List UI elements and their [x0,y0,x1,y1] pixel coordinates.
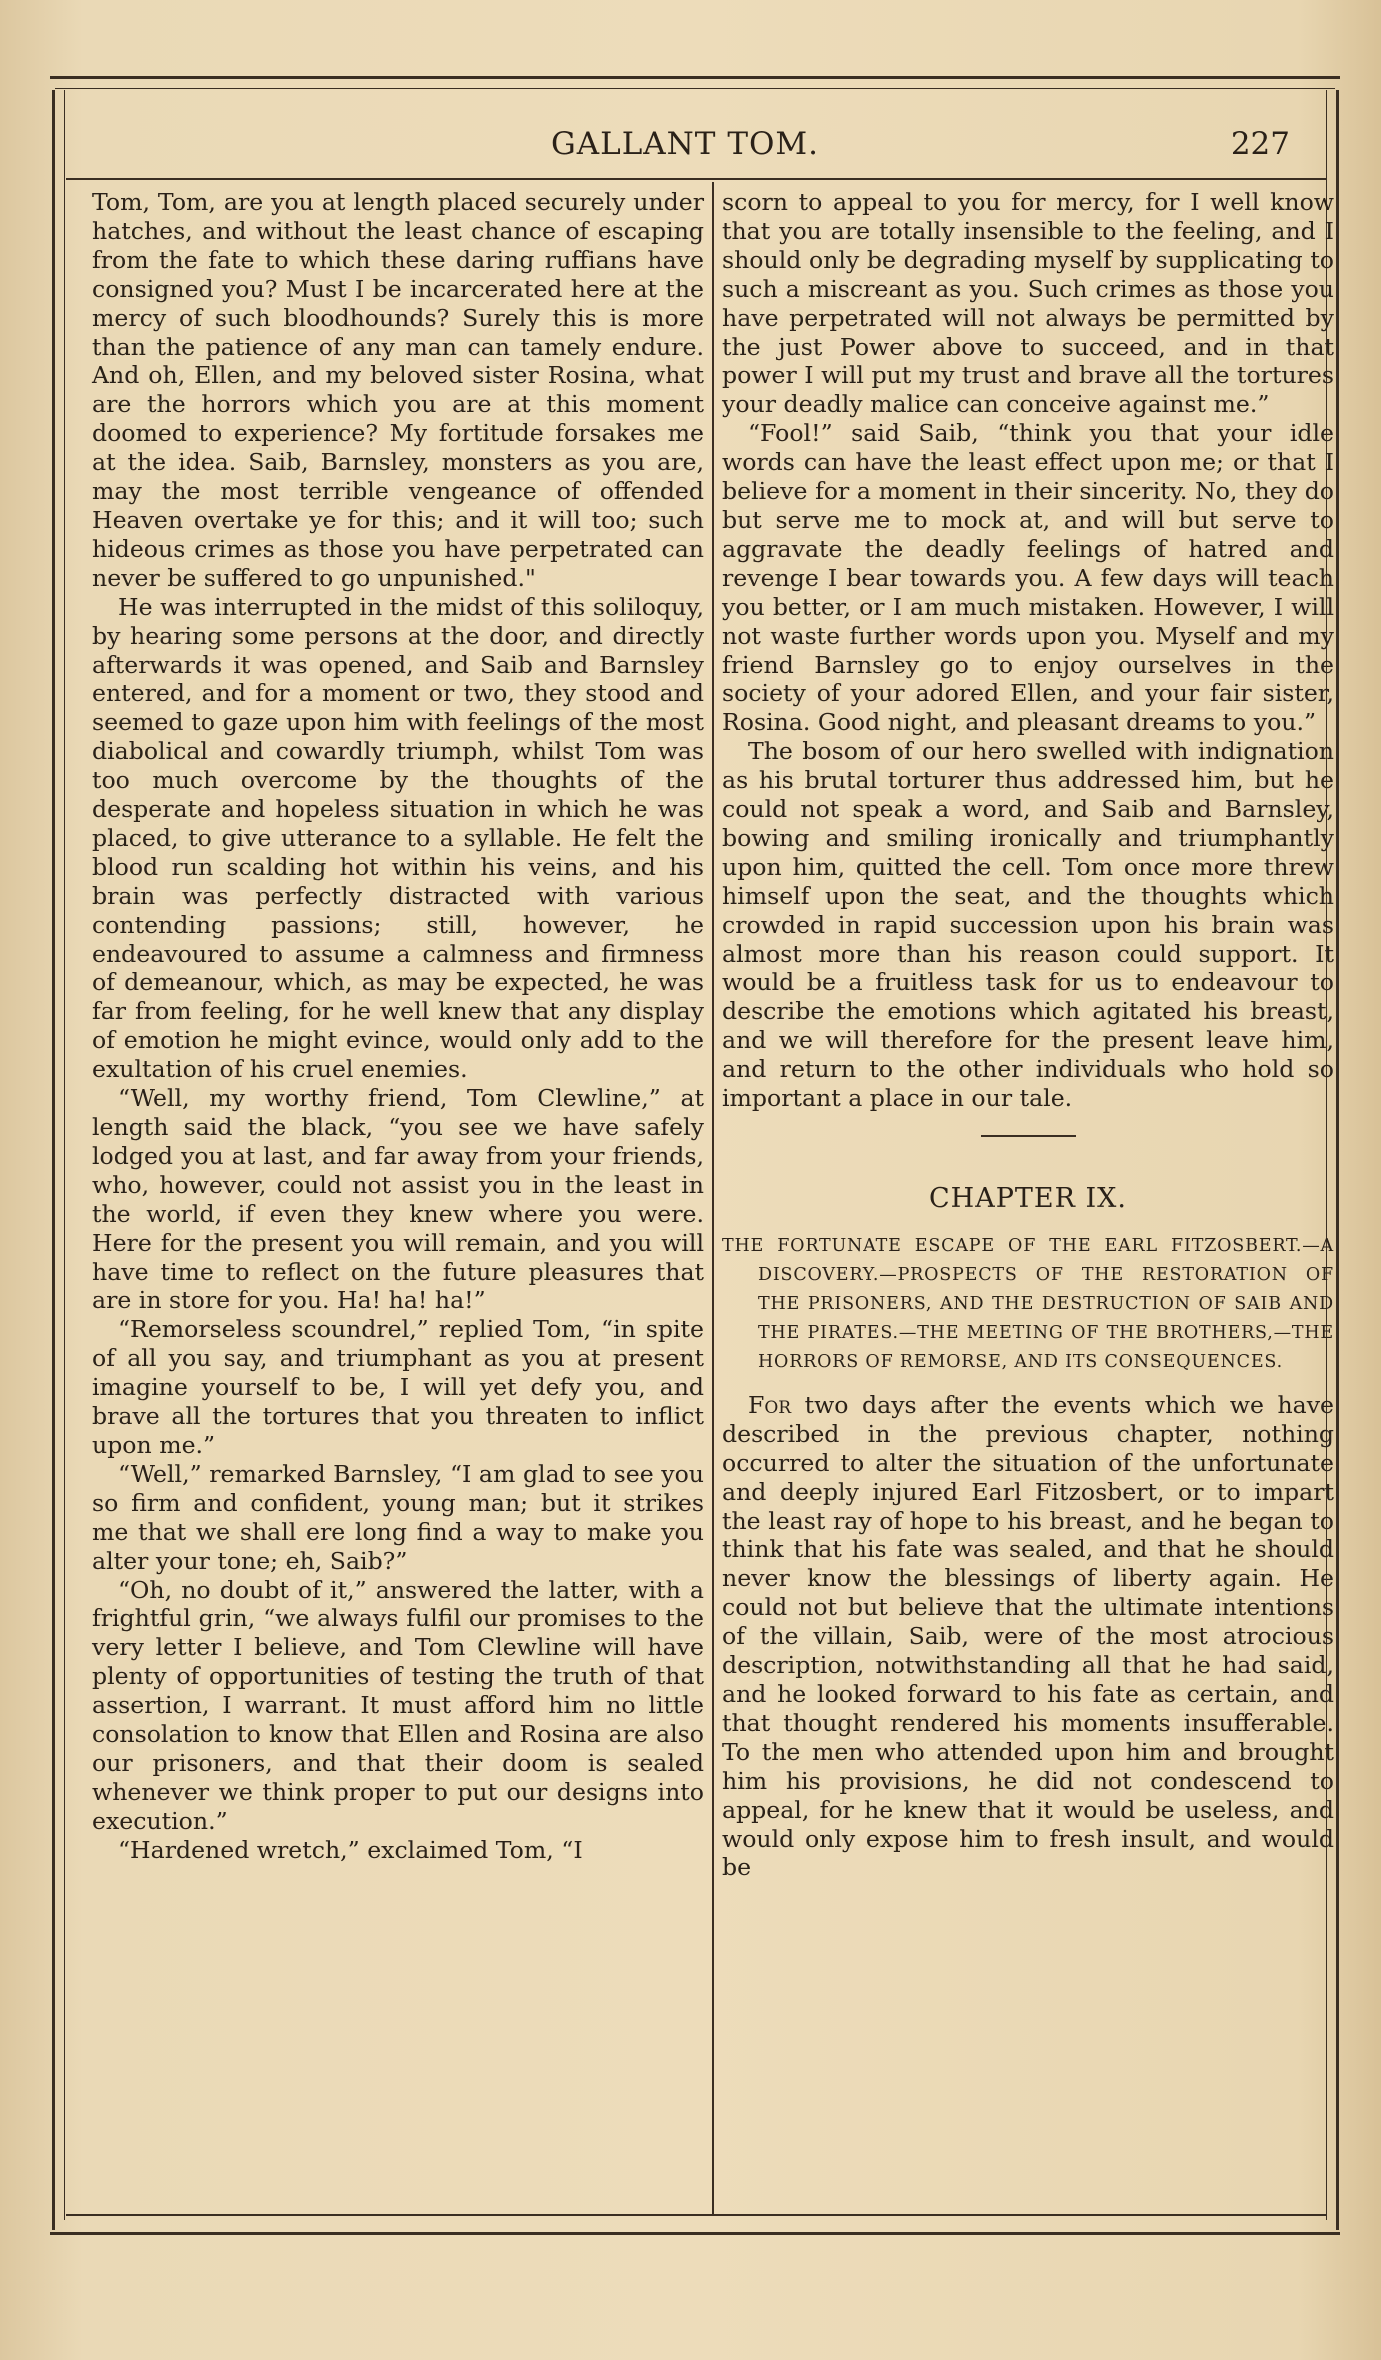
paragraph: “Well, my worthy friend, Tom Clewline,” at length said the black, “you see we have safely lodged you at last, and far away from your friends, who, however, could not assist you in the least in the world, if even they knew where you were. Here for the present you will remain, and you will have time to reflect on the future pleasures that are in store for you. Ha! ha! ha!” [92,1084,704,1315]
left-border-inner [64,90,65,2220]
page-number: 227 [1230,126,1290,162]
paragraph: “Remorseless scoundrel,” replied Tom, “in spite of all you say, and triumphant as you at present imagine yourself to be, I will yet defy you, and brave all the tortures that you threaten to inflict upon me.” [92,1315,704,1459]
paragraph: “Well,” remarked Barnsley, “I am glad to see you so firm and confident, young man; but it strikes me that we shall ere long find a way to make you alter your tone; eh, Saib?” [92,1459,704,1575]
paragraph: Tom, Tom, are you at length placed securely under hatches, and without the least chance of escaping from the fate to which these daring ruffians have consigned you? Must I be incarcerated here at the mercy of such bloodhounds? Surely this is more than the patience of any man can tamely endure. And oh, Ellen, and my beloved sister Rosina, what are the horrors which you are at this moment doomed to experience? My fortitude forsakes me at the idea. Saib, Barnsley, monsters as you are, may the most terrible vengeance of offended Heaven overtake ye for this; and it will too; such hideous crimes as those you have perpetrated can never be suffered to go unpunished." [92,188,704,592]
paragraph: The bosom of our hero swelled with indignation as his brutal torturer thus addressed him, but he could not speak a word, and Saib and Barnsley, bowing and smiling ironically and triumphantly upon him, quitted the cell. Tom once more threw himself upon the seat, and the thoughts which crowded in rapid succession upon his brain was almost more than his reason could support. It would be a fruitless task for us to endeavour to describe the emotions which agitated his breast, and we will therefore for the present leave him, and return to the other individuals who hold so important a place in our tale. [722,737,1334,1113]
bottom-rule-thick [50,2232,1340,2235]
paragraph: scorn to appeal to you for mercy, for I well know that you are totally insensible to the feeling, and I should only be degrading myself by supplicating to such a miscreant as you. Such crimes as those you have perpetrated will not always be permitted by the just Power above to succeed, and in that power I will put my trust and brave all the tortures your deadly malice can conceive against me.” [722,188,1334,419]
chapter-title: CHAPTER IX. [929,1183,1127,1214]
column-divider [712,182,714,2214]
paragraph: “Oh, no doubt of it,” answered the latter, with a frightful grin, “we always fulfil our promises to the very letter I believe, and Tom Clewline will have plenty of opportunities of testing the truth of that assertion, I warrant. It must afford him no little consolation to know that Ellen and Rosina are also our prisoners, and that their doom is sealed whenever we think proper to put our designs into execution.” [92,1575,704,1835]
chapter-summary-text: THE FORTUNATE ESCAPE OF THE EARL FITZOSBERT.—A DISCOVERY.—PROSPECTS OF THE RESTORATION OF THE PRISONERS, AND THE DESTRUCTION OF SAIB AND THE PIRATES.—THE MEETING OF THE BROTHERS,—THE HORRORS OF REMORSE, AND ITS CONSEQUENCES. [722,1235,1334,1372]
running-title: GALLANT TOM. [550,126,820,162]
right-border-outer [1336,90,1339,2230]
running-head [80,120,1290,170]
paragraph: “Fool!” said Saib, “think you that your idle words can have the least effect upon me; or that I believe for a moment in their sincerity. No, they do but serve me to mock at, and will but serve to aggravate the deadly feelings of hatred and revenge I bear towards you. A few days will teach you better, or I am much mistaken. However, I will not waste further words upon you. Myself and my friend Barnsley go to enjoy ourselves in the society of your adored Ellen, and your fair sister, Rosina. Good night, and pleasant dreams to you.” [722,419,1334,737]
paragraph: He was interrupted in the midst of this soliloquy, by hearing some persons at the door, and directly afterwards it was opened, and Saib and Barnsley entered, and for a moment or two, they stood and seemed to gaze upon him with feelings of the most diabolical and cowardly triumph, whilst Tom was too much overcome by the thoughts of the desperate and hopeless situation in which he was placed, to give utterance to a syllable. He felt the blood run scalding hot within his veins, and his brain was perfectly distracted with various contending passions; still, however, he endeavoured to assume a calmness and firmness of demeanour, which, as may be expected, he was far from feeling, for he well knew that any display of emotion he might evince, would only add to the exultation of his cruel enemies. [92,592,704,1084]
top-rule-thick [50,76,1340,79]
top-rule-thin [55,88,1335,89]
left-border-outer [52,90,55,2230]
paragraph: “Hardened wretch,” exclaimed Tom, “I [118,1835,583,1864]
right-column [722,188,1334,2198]
left-column [92,188,704,2198]
opening-word: For [748,1390,792,1419]
bottom-rule-thin [66,2214,1326,2216]
chapter-opening-paragraph [722,1391,1334,1882]
section-divider [981,1135,1076,1137]
header-underline [66,178,1326,180]
chapter-summary [722,1232,1334,1377]
opening-text: two days after the events which we have described in the previous chapter, nothing occurred to alter the situation of the unfortunate and deeply injured Earl Fitzosbert, or to impart the least ray of hope to his breast, and he began to think that his fate was sealed, and that he should never know the blessings of liberty again. He could not but believe that the ultimate intentions of the villain, Saib, were of the most atrocious description, notwithstanding all that he had said, and he looked forward to his fate as certain, and that thought rendered his moments insufferable. To the men who attended upon him and brought him his provisions, he did not condescend to appeal, for he knew that it would be useless, and would only expose him to fresh insult, and would be [722,1390,1334,1882]
